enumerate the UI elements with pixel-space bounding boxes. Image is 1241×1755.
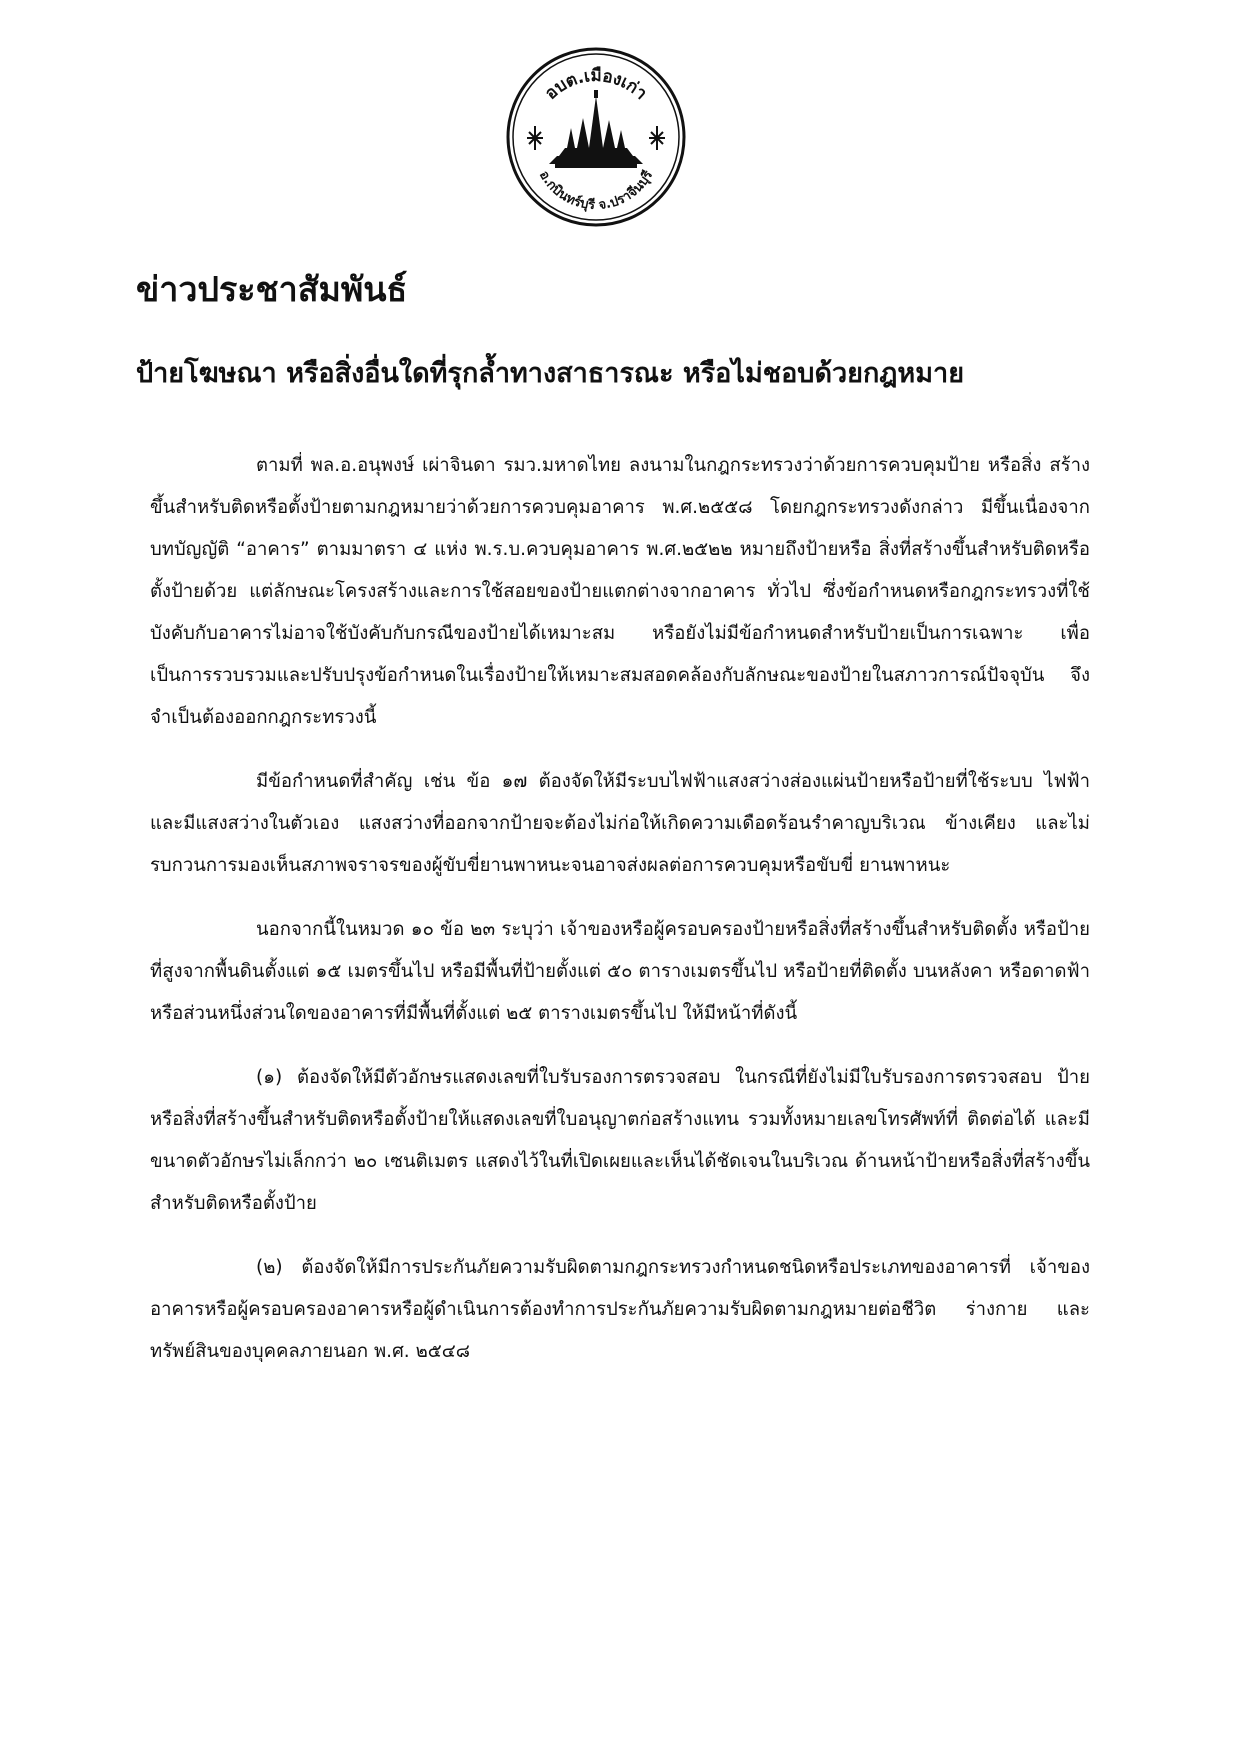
paragraph-intro: ตามที่ พล.อ.อนุพงษ์ เผ่าจินดา รมว.มหาดไทย ลงนามในกฎกระทรวงว่าด้วยการควบคุมป้าย หรือสิ่ง สร้างขึ้นสำหรับติดหรือตั้งป้ายตามกฎหมายว่าด้วยการควบคุมอาคาร พ.ศ.๒๕๕๘ โดยกฎกระทรวงดังกล่าว มีขึ้นเนื่องจากบทบัญญัติ “อาคาร” ตามมาตรา ๔ แห่ง พ.ร.บ.ควบคุมอาคาร พ.ศ.๒๕๒๒ หมายถึงป้ายหรือ สิ่งที่สร้างขึ้นสำหรับติดหรือตั้งป้ายด้วย แต่ลักษณะโครงสร้างและการใช้สอยของป้ายแตกต่างจากอาคาร ทั่วไป ซึ่งข้อกำหนดหรือกฎกระทรวงที่ใช้บังคับกับอาคารไม่อาจใช้บังคับกับกรณีของป้ายได้เหมาะสม หรือยังไม่มีข้อกำหนดสำหรับป้ายเป็นการเฉพาะ เพื่อเป็นการรวบรวมและปรับปรุงข้อกำหนดในเรื่องป้ายให้เหมาะสมสอดคล้องกับลักษณะของป้ายในสภาวการณ์ปัจจุบัน จึงจำเป็นต้องออกกฎกระทรวงนี้ <box>150 455 1090 728</box>
paragraph-item-1: (๑) ต้องจัดให้มีตัวอักษรแสดงเลขที่ใบรับรองการตรวจสอบ ในกรณีที่ยังไม่มีใบรับรองการตรวจสอบ ป้ายหรือสิ่งที่สร้างขึ้นสำหรับติดหรือตั้งป้ายให้แสดงเลขที่ใบอนุญาตก่อสร้างแทน รวมทั้งหมายเลขโทรศัพท์ที่ ติดต่อได้ และมีขนาดตัวอักษรไม่เล็กกว่า ๒๐ เซนติเมตร แสดงไว้ในที่เปิดเผยและเห็นได้ชัดเจนในบริเวณ ด้านหน้าป้ายหรือสิ่งที่สร้างขึ้นสำหรับติดหรือตั้งป้าย <box>150 1067 1090 1214</box>
paragraph-lighting: มีข้อกำหนดที่สำคัญ เช่น ข้อ ๑๗ ต้องจัดให้มีระบบไฟฟ้าแสงสว่างส่องแผ่นป้ายหรือป้ายที่ใช้ระบบ ไฟฟ้าและมีแสงสว่างในตัวเอง แสงสว่างที่ออกจากป้ายจะต้องไม่ก่อให้เกิดความเดือดร้อนรำคาญบริเวณ ข้างเคียง และไม่รบกวนการมองเห็นสภาพจราจรของผู้ขับขี่ยานพาหนะจนอาจส่งผลต่อการควบคุมหรือขับขี่ ยานพาหนะ <box>150 771 1090 876</box>
seal-bottom-text: อ.กบินทร์บุรี จ.ปราจีนบุรี <box>535 168 657 214</box>
seal-top-text: อบต.เมืองเก่า <box>541 66 651 104</box>
page-subtitle: ป้ายโฆษณา หรือสิ่งอื่นใดที่รุกล้ำทางสาธารณะ หรือไม่ชอบด้วยกฎหมาย <box>136 358 965 389</box>
paragraph-duties: นอกจากนี้ในหมวด ๑๐ ข้อ ๒๓ ระบุว่า เจ้าของหรือผู้ครอบครองป้ายหรือสิ่งที่สร้างขึ้นสำหรับติดตั้ง หรือป้ายที่สูงจากพื้นดินตั้งแต่ ๑๕ เมตรขึ้นไป หรือมีพื้นที่ป้ายตั้งแต่ ๕๐ ตารางเมตรขึ้นไป หรือป้ายที่ติดตั้ง บนหลังคา หรือดาดฟ้า หรือส่วนหนึ่งส่วนใดของอาคารที่มีพื้นที่ตั้งแต่ ๒๕ ตารางเมตรขึ้นไป ให้มีหน้าที่ดังนี้ <box>150 919 1090 1024</box>
organization-seal <box>505 46 687 228</box>
page-title: ข่าวประชาสัมพันธ์ <box>136 270 408 310</box>
temple-seal-icon <box>505 46 687 228</box>
document-body <box>150 445 1090 1395</box>
paragraph-item-2: (๒) ต้องจัดให้มีการประกันภัยความรับผิดตามกฎกระทรวงกำหนดชนิดหรือประเภทของอาคารที่ เจ้าของอาคารหรือผู้ครอบครองอาคารหรือผู้ดำเนินการต้องทำการประกันภัยความรับผิดตามกฎหมายต่อชีวิต ร่างกาย และทรัพย์สินของบุคคลภายนอก พ.ศ. ๒๕๔๘ <box>150 1257 1090 1362</box>
